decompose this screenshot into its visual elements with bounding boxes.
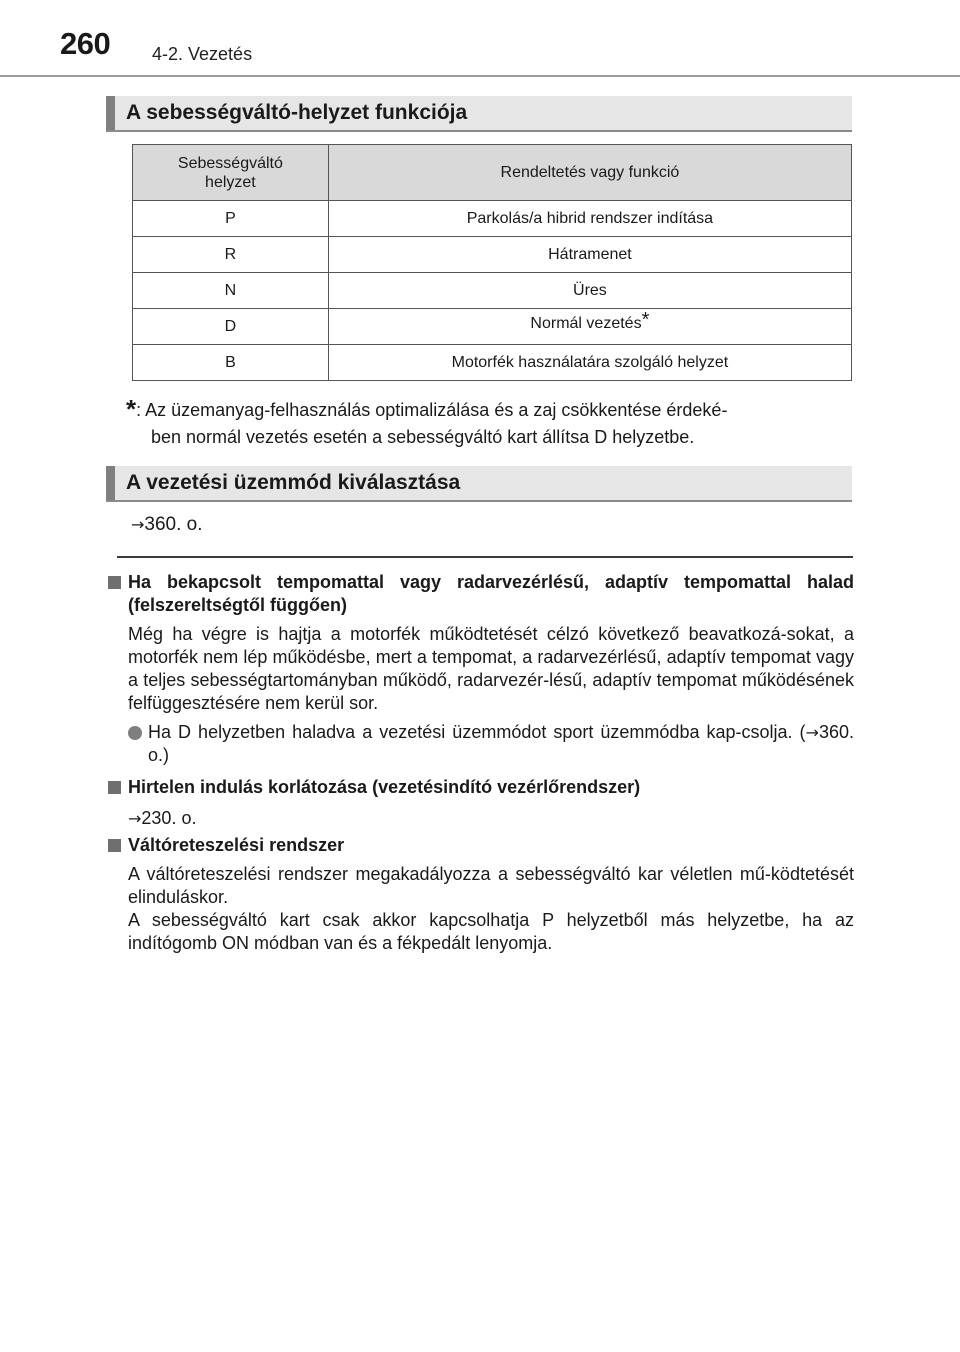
reference-text: 230. o.	[141, 808, 197, 828]
cell-function	[328, 309, 851, 345]
arrow-right-icon: →	[131, 515, 145, 534]
cell-position: D	[133, 309, 329, 345]
cell-function: Hátramenet	[328, 237, 851, 273]
section-divider	[117, 556, 853, 558]
table-row	[133, 345, 852, 381]
gear-position-table	[132, 144, 852, 381]
table-row	[133, 273, 852, 309]
table-row	[133, 309, 852, 345]
cell-function: Üres	[328, 273, 851, 309]
section-accent	[106, 466, 115, 500]
section-title: A sebességváltó-helyzet funkciója	[126, 101, 468, 124]
reference-text: 360. o.	[144, 514, 203, 535]
section-accent	[106, 96, 115, 130]
note-heading-text: Hirtelen indulás korlátozása (vezetésindító vezérlőrendszer)	[128, 777, 641, 797]
table-row	[133, 201, 852, 237]
footnote-text: ben normál vezetés esetén a sebességváltó kart állítsa D helyzetbe.	[151, 427, 695, 447]
page-number: 260	[60, 26, 111, 61]
square-bullet-icon	[108, 781, 121, 794]
cell-function: Parkolás/a hibrid rendszer indítása	[328, 201, 851, 237]
table-header-row	[133, 145, 852, 201]
cell-position: N	[133, 273, 329, 309]
note-heading-text: Ha bekapcsolt tempomattal vagy radarvezérlésű, adaptív tempomattal halad (felszereltségtől függően)	[128, 572, 854, 615]
page-reference[interactable]	[131, 514, 203, 536]
header-divider	[0, 75, 960, 77]
note-cruise-control	[108, 571, 854, 767]
list-item	[108, 721, 854, 767]
note-heading	[108, 834, 854, 857]
chapter-title: 4-2. Vezetés	[152, 44, 253, 64]
column-header-line: helyzet	[205, 173, 256, 191]
column-header-position	[133, 145, 329, 201]
table-footnote	[126, 394, 854, 451]
note-shift-lock	[108, 834, 854, 955]
column-header-function: Rendeltetés vagy funkció	[328, 145, 851, 201]
note-reference[interactable]	[108, 807, 854, 830]
section-title: A vezetési üzemmód kiválasztása	[126, 471, 461, 494]
note-heading-text: Váltóreteszelési rendszer	[128, 835, 345, 855]
cell-function-text: Normál vezetés	[530, 315, 642, 332]
section-heading-gear-functions	[106, 96, 852, 132]
note-body: Még ha végre is hajtja a motorfék működtetését célzó következő beavatkozá-sokat, a motorfék nem lép működésbe, mert a tempomat, a radarvezérlésű, adaptív tempomat vagy a teljes sebességtartományban működő, radarvezér-lésű, adaptív tempomat működésének felfüggesztésére nem kerül sor.	[128, 624, 854, 713]
footnote-star: *	[641, 309, 650, 331]
arrow-right-icon: →	[128, 809, 142, 828]
arrow-right-icon: →	[805, 723, 819, 742]
cell-position: R	[133, 237, 329, 273]
bullet-reference[interactable]: 360. o.)	[148, 722, 854, 765]
note-body: A sebességváltó kart csak akkor kapcsolhatja P helyzetből más helyzetbe, ha az indítógomb ON módban van és a fékpedált lenyomja.	[128, 910, 854, 953]
footnote-text: : Az üzemanyag-felhasználás optimalizálása és a zaj csökkentése érdeké-	[136, 400, 728, 420]
cell-function: Motorfék használatára szolgáló helyzet	[328, 345, 851, 381]
circle-bullet-icon	[128, 726, 142, 740]
footnote-marker: *	[126, 394, 137, 424]
bullet-text: Ha D helyzetben haladva a vezetési üzemmódot sport üzemmódba kap-csolja. (	[148, 722, 806, 742]
square-bullet-icon	[108, 839, 121, 852]
cell-position: P	[133, 201, 329, 237]
note-heading	[108, 776, 854, 799]
column-header-line: Sebességváltó	[177, 154, 283, 172]
note-heading	[108, 571, 854, 617]
square-bullet-icon	[108, 576, 121, 589]
note-body: A váltóreteszelési rendszer megakadályozza a sebességváltó kar véletlen mű-ködtetését elinduláskor.	[128, 864, 854, 907]
table-row	[133, 237, 852, 273]
cell-position: B	[133, 345, 329, 381]
note-start-control	[108, 776, 854, 830]
section-heading-drive-mode	[106, 466, 852, 502]
